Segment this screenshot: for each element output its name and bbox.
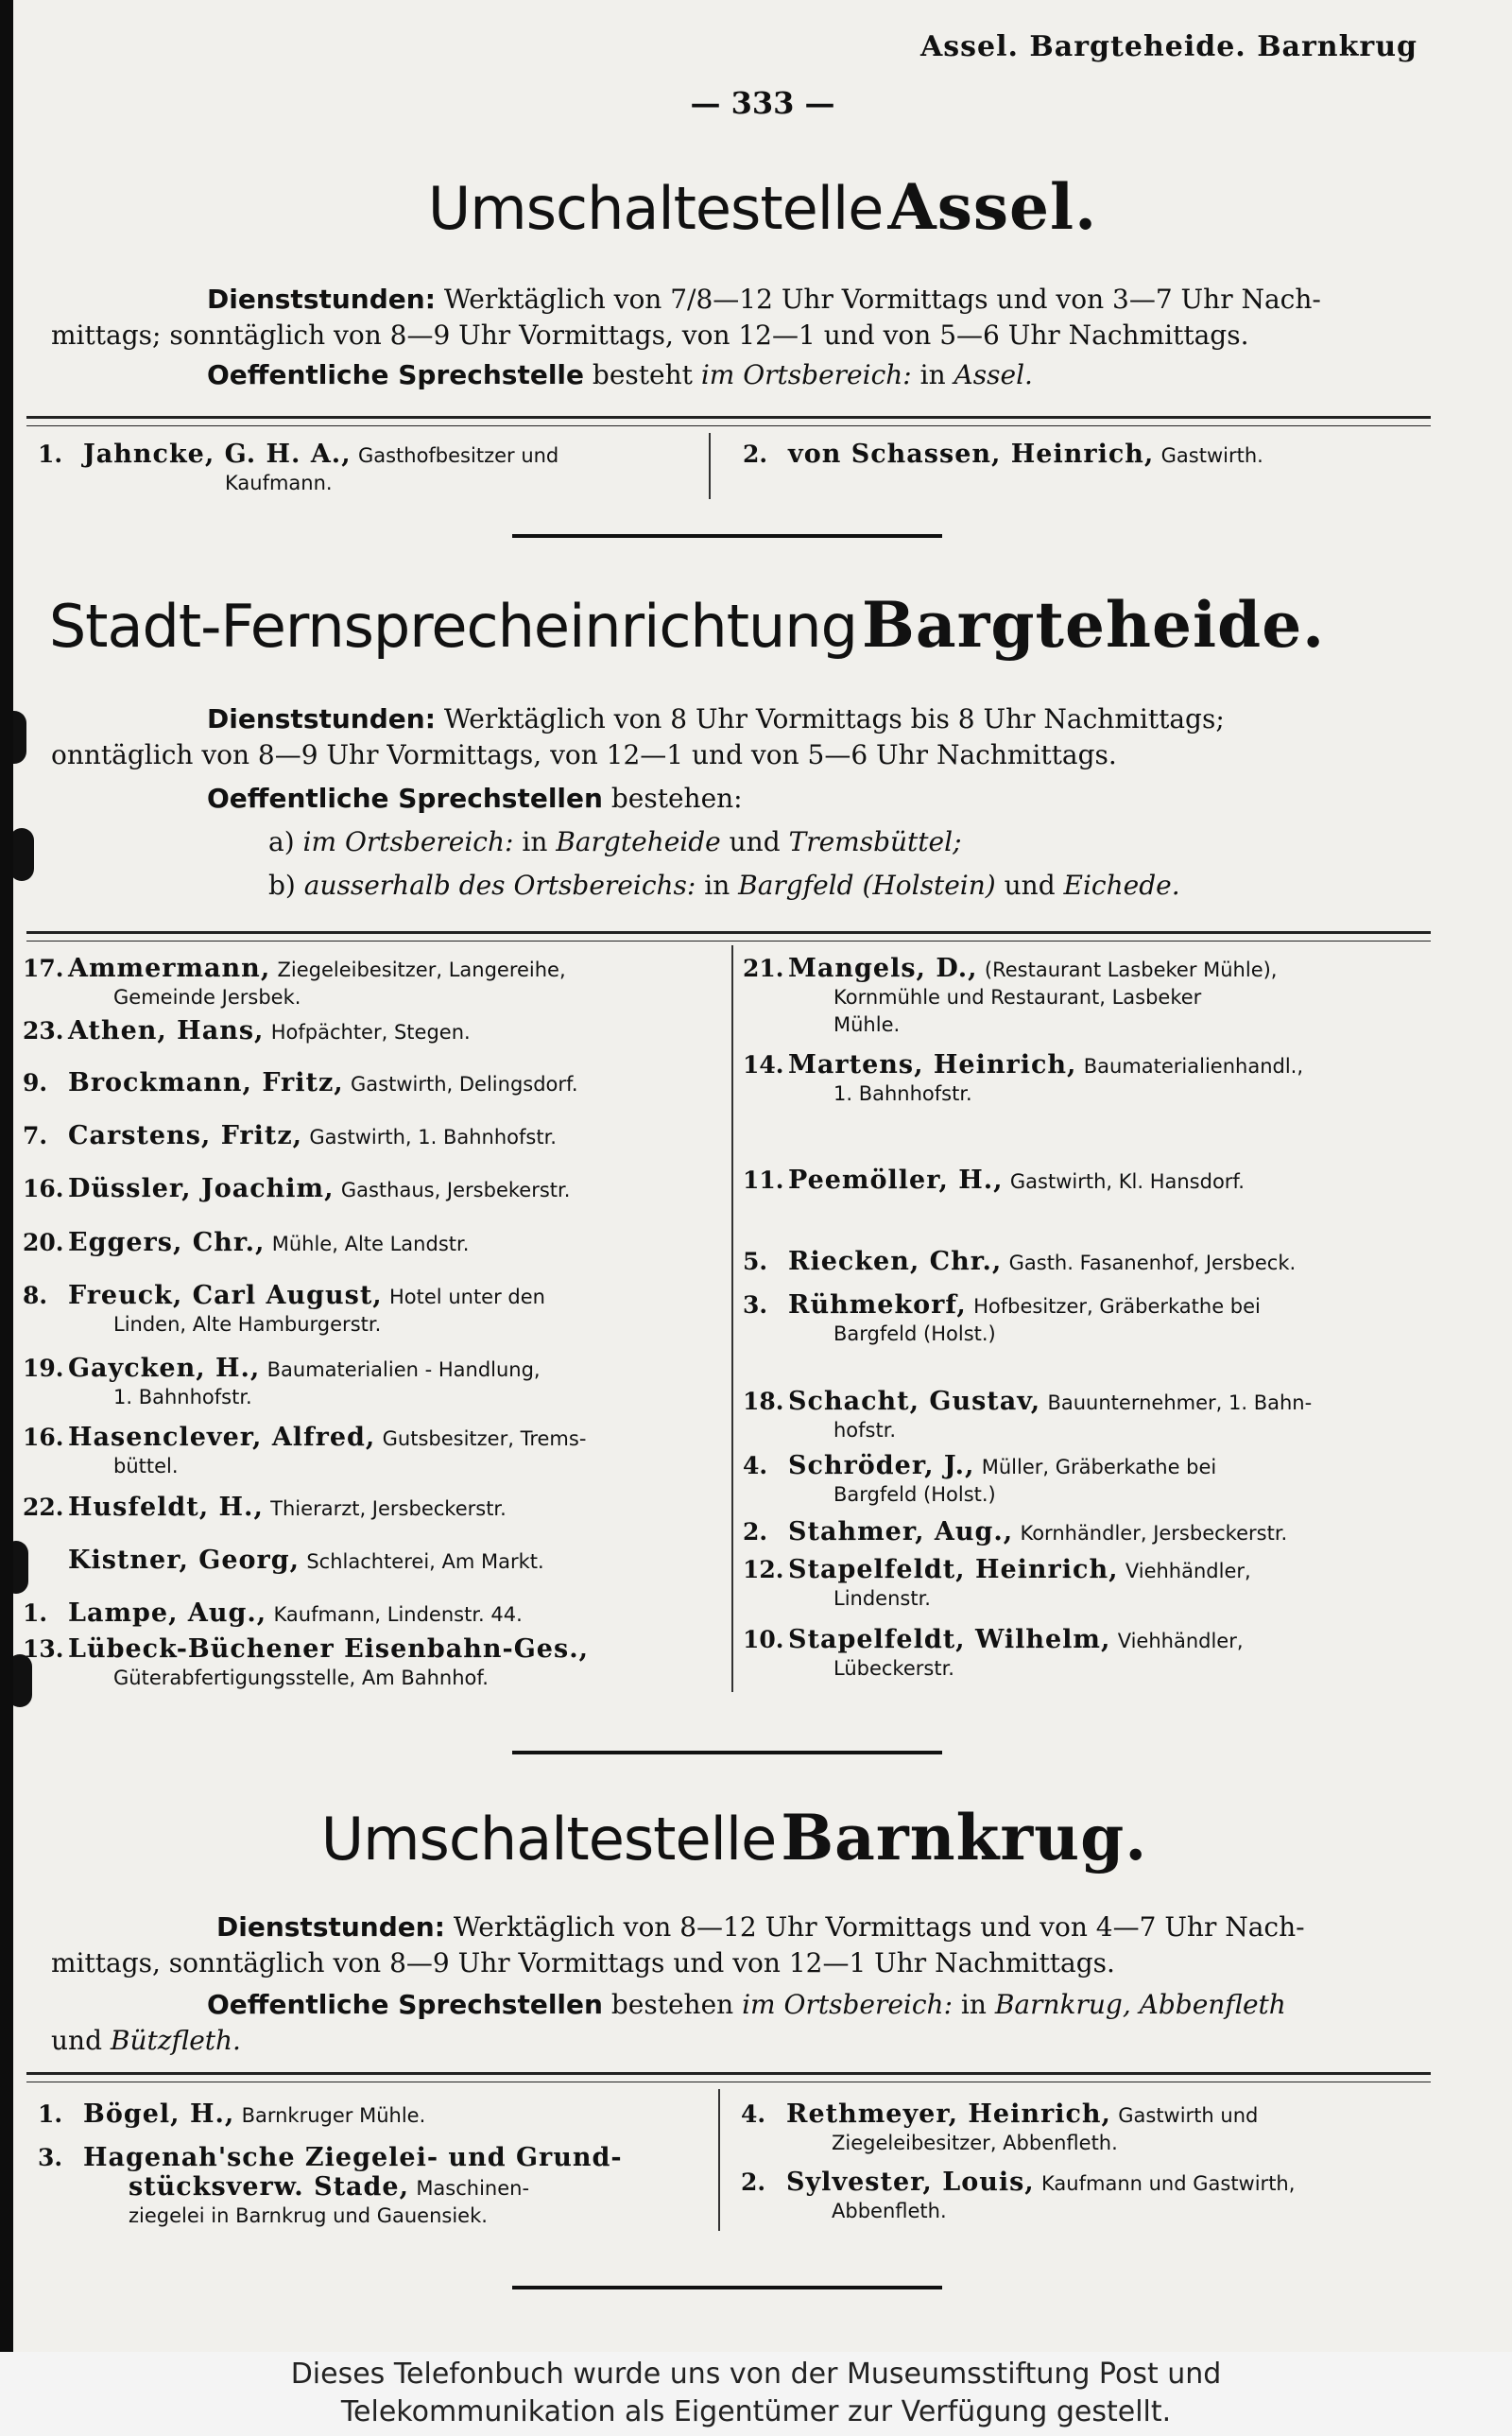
list-item: 11. Peemöller, H., Gastwirth, Kl. Hansdorf.: [743, 1166, 1245, 1195]
list-item: 17. Ammermann, Ziegeleibesitzer, Langereihe, Gemeinde Jersbek.: [23, 954, 566, 1009]
list-item: 1. Lampe, Aug., Kaufmann, Lindenstr. 44.: [23, 1598, 523, 1628]
list-item: 4. Rethmeyer, Heinrich, Gastwirth und Ziegeleibesitzer, Abbenfleth.: [741, 2099, 1259, 2154]
column-divider: [731, 945, 733, 1692]
list-item: 14. Martens, Heinrich, Baumaterialienhandl., 1. Bahnhofstr.: [743, 1050, 1304, 1105]
rule: [26, 931, 1431, 934]
list-item: 2. Sylvester, Louis, Kaufmann und Gastwirth, Abbenfleth.: [741, 2168, 1296, 2222]
list-item: 3. Hagenah'sche Ziegelei- und Grund- stücksverw. Stade, Maschinen- ziegelei in Barnkrug und Gauensiek.: [38, 2143, 623, 2227]
rule: [26, 941, 1431, 942]
directory-page: [13, 0, 1512, 2352]
section-separator: [512, 534, 942, 538]
list-item: 19. Gaycken, H., Baumaterialien - Handlung, 1. Bahnhofstr.: [23, 1354, 541, 1408]
column-divider: [718, 2089, 720, 2231]
page-number: — 333 —: [690, 85, 835, 121]
list-item: 23. Athen, Hans, Hofpächter, Stegen.: [23, 1016, 471, 1045]
page-binding-edge: [0, 0, 13, 2352]
column-divider: [709, 433, 711, 499]
section-separator: [512, 1751, 942, 1754]
list-item: 22. Husfeldt, H., Thierarzt, Jersbeckerstr.: [23, 1493, 507, 1522]
assel-hours: Dienststunden: Werktäglich von 7/8—12 Uhr Vormittags und von 3—7 Uhr Nach- mittags; sonntäglich von 8—9 Uhr Vormittags, von 12—1 und von 5—6 Uhr Nachmittags. Oeffentliche Sprechstelle besteht im Ortsbereich: in Assel.: [51, 284, 1321, 390]
list-item: 20. Eggers, Chr., Mühle, Alte Landstr.: [23, 1228, 470, 1257]
binding-hole: [13, 711, 26, 764]
list-item: 7. Carstens, Fritz, Gastwirth, 1. Bahnhofstr.: [23, 1121, 557, 1150]
section-title-bargteheide: Stadt-Fernsprecheinrichtung Bargteheide.: [48, 588, 1326, 662]
list-item: 9. Brockmann, Fritz, Gastwirth, Delingsdorf.: [23, 1068, 578, 1097]
barnkrug-hours: Dienststunden: Werktäglich von 8—12 Uhr Vormittags und von 4—7 Uhr Nach- mittags, sonntäglich von 8—9 Uhr Vormittags und von 12—1 Uhr Nachmittags. Oeffentliche Sprechstellen bestehen im Ortsbereich: in Barnkrug, Abbenfleth und Bützfleth.: [51, 1911, 1305, 2056]
list-item: 18. Schacht, Gustav, Bauunternehmer, 1. Bahn- hofstr.: [743, 1387, 1313, 1442]
list-item: Kistner, Georg, Schlachterei, Am Markt.: [68, 1546, 544, 1575]
section-title-barnkrug: Umschaltestelle Barnkrug.: [320, 1801, 1148, 1875]
list-item: 4. Schröder, J., Müller, Gräberkathe bei Bargfeld (Holst.): [743, 1451, 1217, 1506]
list-item: 10. Stapelfeldt, Wilhelm, Viehhändler, Lübeckerstr.: [743, 1625, 1244, 1680]
list-item: 5. Riecken, Chr., Gasth. Fasanenhof, Jersbeck.: [743, 1247, 1297, 1276]
section-title-assel: Umschaltestelle Assel.: [427, 170, 1098, 244]
archive-footer: [0, 2352, 1512, 2436]
list-item: 16. Düssler, Joachim, Gasthaus, Jersbekerstr.: [23, 1174, 571, 1203]
list-item: 21. Mangels, D., (Restaurant Lasbeker Mühle), Kornmühle und Restaurant, Lasbeker Mühle.: [743, 954, 1278, 1036]
footer-line: Dieses Telefonbuch wurde uns von der Museumsstiftung Post und: [290, 2358, 1222, 2391]
list-item: 8. Freuck, Carl August, Hotel unter den Linden, Alte Hamburgerstr.: [23, 1281, 545, 1336]
list-item: 16. Hasenclever, Alfred, Gutsbesitzer, Trems- büttel.: [23, 1423, 587, 1477]
list-item: 2. Stahmer, Aug., Kornhändler, Jersbeckerstr.: [743, 1517, 1288, 1546]
list-item: 2. von Schassen, Heinrich, Gastwirth.: [743, 440, 1263, 469]
rule: [26, 416, 1431, 419]
bargteheide-hours: Dienststunden: Werktäglich von 8 Uhr Vormittags bis 8 Uhr Nachmittags; onntäglich von 8—9 Uhr Vormittags, von 12—1 und von 5—6 Uhr Nachmittags. Oeffentliche Sprechstellen bestehen: a) im Ortsbereich: in Bargteheide und Tremsbüttel; b) ausserhalb des Ortsbereichs: in Bargfeld (Holstein) und Eichede.: [51, 703, 1225, 901]
rule: [26, 425, 1431, 426]
section-separator: [512, 2286, 942, 2289]
rule: [26, 2072, 1431, 2075]
list-item: 1. Jahncke, G. H. A., Gasthofbesitzer und Kaufmann.: [38, 440, 559, 494]
list-item: 1. Bögel, H., Barnkruger Mühle.: [38, 2099, 426, 2129]
footer-line: Telekommunikation als Eigentümer zur Verfügung gestellt.: [340, 2395, 1172, 2428]
binding-hole: [13, 828, 34, 881]
running-header: Assel. Bargteheide. Barnkrug: [920, 30, 1418, 63]
list-item: 12. Stapelfeldt, Heinrich, Viehhändler, Lindenstr.: [743, 1555, 1251, 1610]
list-item: 13. Lübeck-Büchener Eisenbahn-Ges., Güterabfertigungsstelle, Am Bahnhof.: [23, 1634, 589, 1689]
list-item: 3. Rühmekorf, Hofbesitzer, Gräberkathe bei Bargfeld (Holst.): [743, 1290, 1261, 1345]
